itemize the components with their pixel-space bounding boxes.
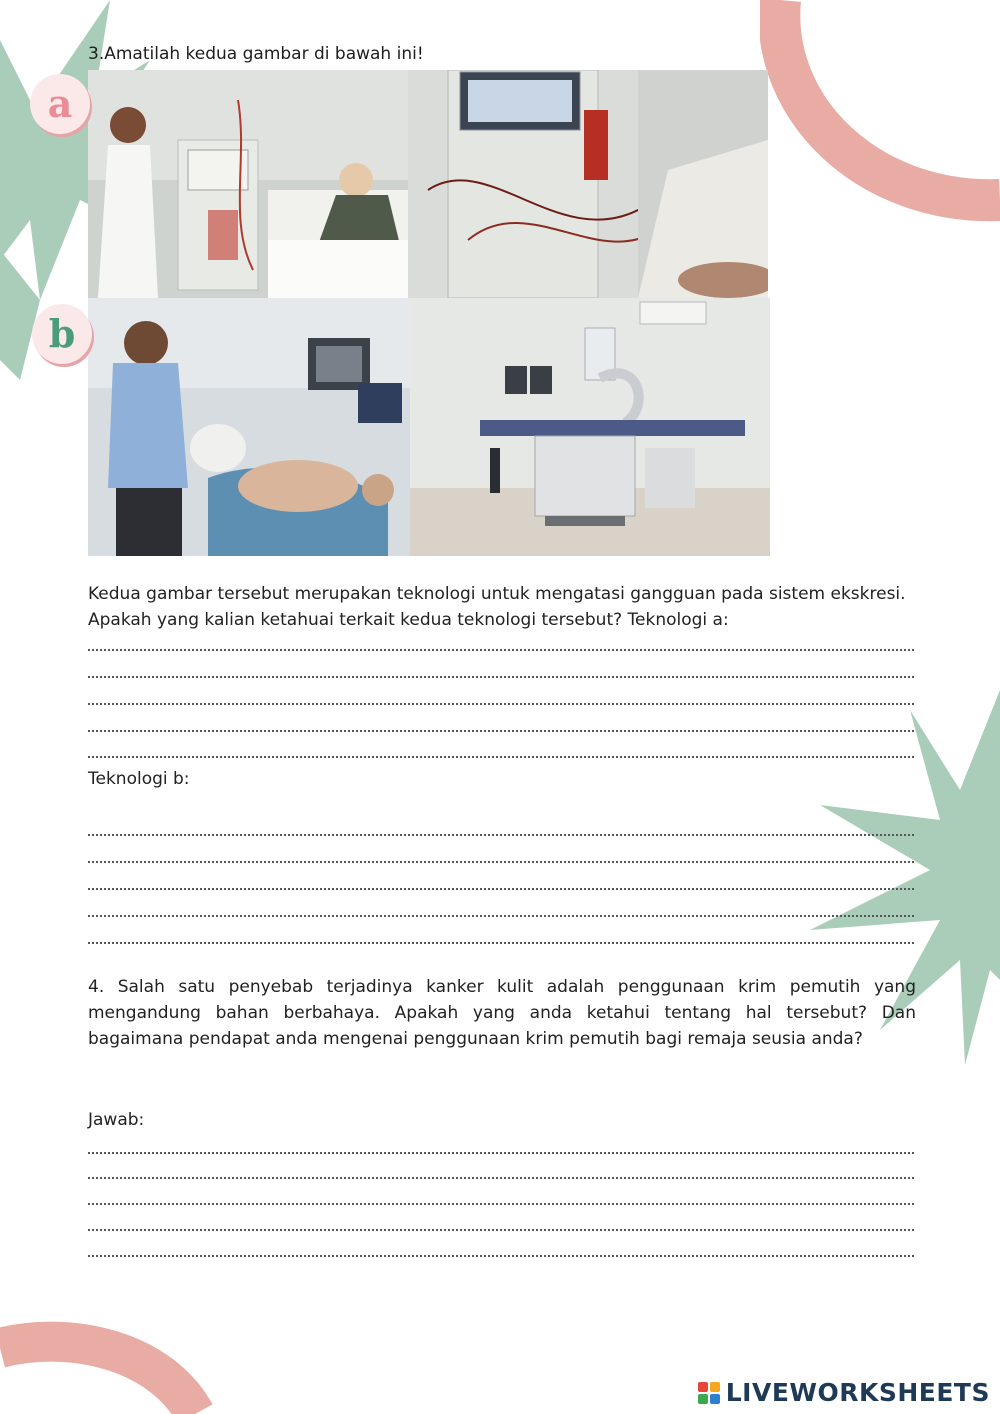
answer-line-4-5[interactable]: [88, 1255, 914, 1257]
jawab-label: Jawab:: [88, 1110, 145, 1130]
brand-name: LIVEWORKSHEETS: [725, 1378, 990, 1407]
answer-line-4-2[interactable]: [88, 1177, 914, 1179]
label-a-badge: [30, 74, 90, 134]
answer-line-a-1[interactable]: [88, 649, 914, 651]
answer-line-a-5[interactable]: [88, 756, 914, 758]
answer-line-b-3[interactable]: [88, 888, 914, 890]
label-b-badge: [32, 304, 92, 364]
answer-line-a-3[interactable]: [88, 703, 914, 705]
liveworksheets-logo-icon: [698, 1382, 720, 1404]
answer-line-b-2[interactable]: [88, 861, 914, 863]
question-3-title: 3.Amatilah kedua gambar di bawah ini!: [88, 44, 424, 64]
answer-line-4-3[interactable]: [88, 1203, 914, 1205]
answer-line-a-2[interactable]: [88, 676, 914, 678]
decor-pink-arc-bottom-left: [0, 1310, 220, 1414]
liveworksheets-brand[interactable]: [698, 1378, 990, 1407]
answer-line-b-4[interactable]: [88, 915, 914, 917]
answer-line-a-4[interactable]: [88, 730, 914, 732]
answer-line-b-5[interactable]: [88, 942, 914, 944]
photo-dialysis-machine: [408, 70, 768, 298]
teknologi-b-label: Teknologi b:: [88, 769, 190, 789]
question-3-prompt: Kedua gambar tersebut merupakan teknologi untuk mengatasi gangguan pada sistem ekskresi. Apakah yang kalian ketahuai terkait kedua teknologi tersebut? Teknologi a:: [88, 584, 906, 630]
answer-line-4-4[interactable]: [88, 1229, 914, 1231]
photo-lithotripsy-room: [410, 298, 770, 556]
question-4-prompt: 4. Salah satu penyebab terjadinya kanker kulit adalah penggunaan krim pemutih yang mengandung bahan berbahaya. Apakah yang anda ketahui tentang hal tersebut? Dan bagaimana pendapat anda mengenai penggunaan krim pemutih bagi remaja seusia anda?: [88, 977, 916, 1049]
photo-dialysis-nurse-patient: [88, 70, 408, 298]
answer-line-4-1[interactable]: [88, 1152, 914, 1154]
letter-a: a: [47, 81, 73, 126]
letter-b: b: [48, 311, 76, 356]
photo-lithotripsy-procedure: [88, 298, 410, 556]
decor-pink-arc-top-right: [760, 0, 1000, 230]
answer-line-b-1[interactable]: [88, 834, 914, 836]
